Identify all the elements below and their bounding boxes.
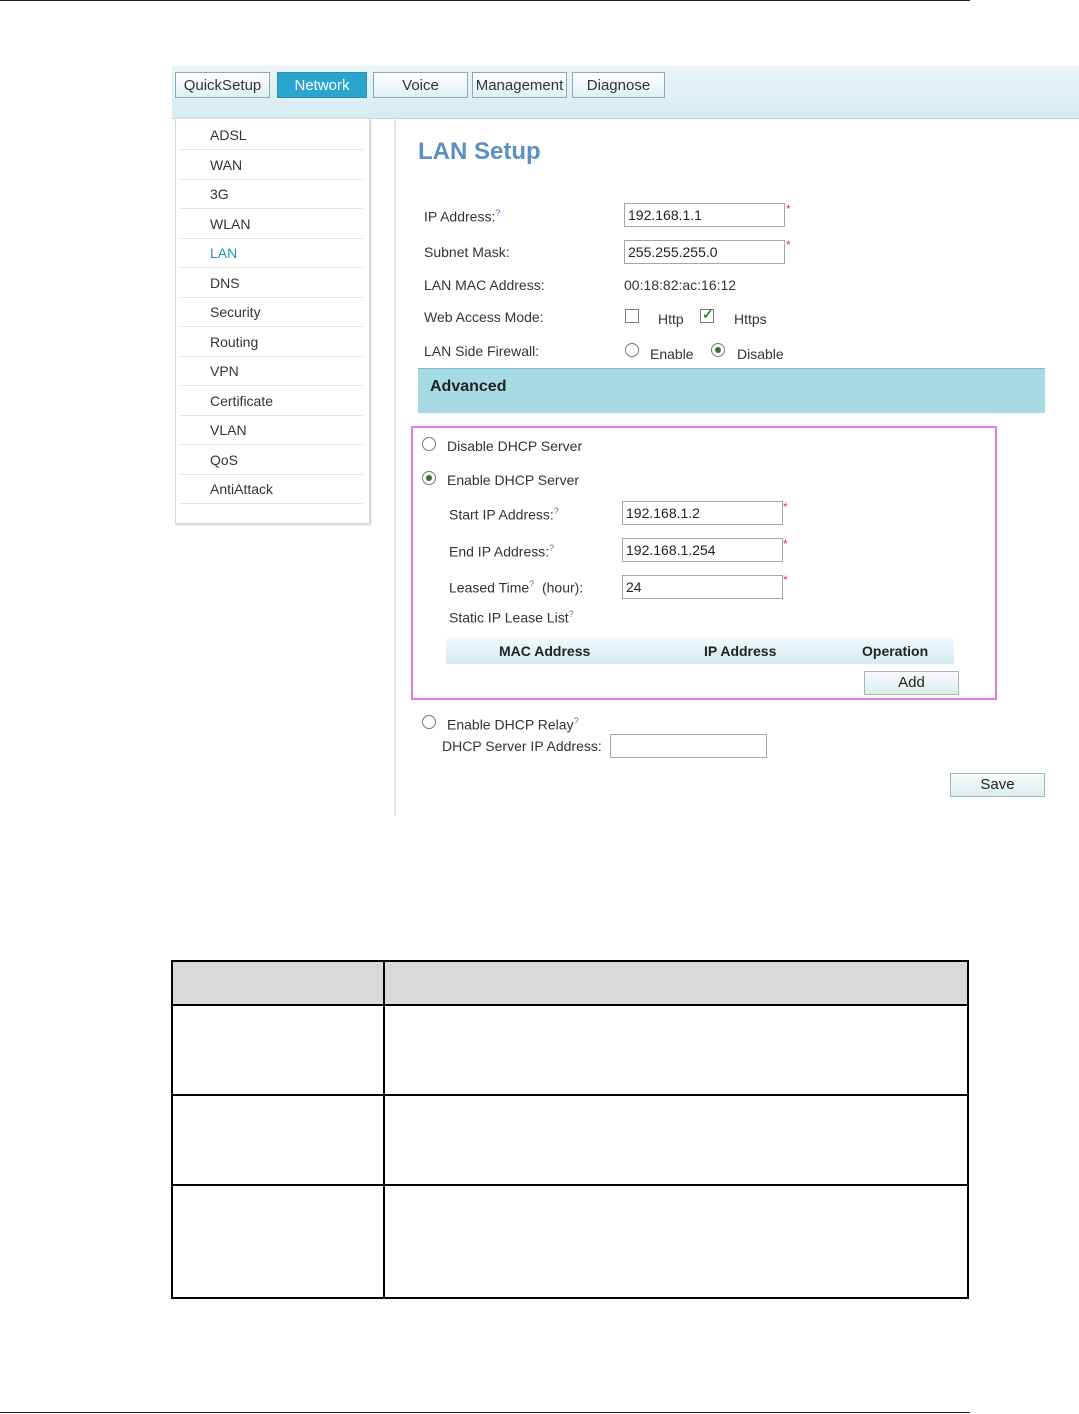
required-icon: * — [786, 202, 791, 216]
ip-address-input[interactable]: 192.168.1.1 — [624, 203, 785, 227]
dhcp-server-ip-label: DHCP Server IP Address: — [442, 738, 602, 754]
sidebar-item-routing[interactable]: Routing — [180, 328, 363, 357]
table-divider — [383, 962, 385, 1297]
page-bottom-rule — [0, 1412, 970, 1413]
start-ip-input[interactable]: 192.168.1.2 — [622, 501, 783, 525]
firewall-disable-label: Disable — [737, 346, 784, 362]
sidebar-item-certificate[interactable]: Certificate — [180, 387, 363, 416]
tab-management[interactable]: Management — [472, 72, 567, 98]
enable-dhcp-label: Enable DHCP Server — [447, 472, 580, 488]
disable-dhcp-label: Disable DHCP Server — [447, 438, 583, 454]
https-label: Https — [734, 311, 767, 327]
save-button[interactable]: Save — [950, 773, 1045, 797]
sidebar-item-3g[interactable]: 3G — [180, 180, 363, 209]
lan-setup-panel — [394, 118, 1079, 816]
disable-dhcp-radio[interactable] — [422, 437, 436, 451]
required-icon: * — [783, 500, 788, 514]
lan-mac-value: 00:18:82:ac:16:12 — [624, 277, 737, 293]
col-mac-address: MAC Address — [499, 643, 591, 659]
router-web-ui — [172, 66, 1079, 816]
sidebar-item-qos[interactable]: QoS — [180, 446, 363, 475]
add-button[interactable]: Add — [864, 671, 959, 695]
http-checkbox[interactable] — [625, 309, 639, 323]
enable-dhcp-radio[interactable] — [422, 471, 436, 485]
tab-diagnose[interactable]: Diagnose — [572, 72, 665, 98]
table-header — [173, 962, 967, 1006]
help-icon[interactable]: ? — [549, 543, 555, 553]
leased-time-input[interactable]: 24 — [622, 575, 783, 599]
tab-voice[interactable]: Voice — [373, 72, 468, 98]
page-top-rule — [0, 0, 970, 1]
tab-quicksetup[interactable]: QuickSetup — [175, 72, 270, 98]
dhcp-relay-label: Enable DHCP Relay? — [447, 716, 579, 733]
tab-network[interactable]: Network — [277, 72, 367, 98]
sidebar-item-lan[interactable]: LAN — [180, 239, 363, 268]
https-checkbox[interactable] — [700, 309, 714, 323]
required-icon: * — [783, 573, 788, 587]
dhcp-server-ip-input[interactable] — [610, 734, 767, 758]
lan-mac-label: LAN MAC Address: — [424, 277, 545, 293]
required-icon: * — [786, 238, 791, 252]
description-table — [171, 960, 969, 1299]
firewall-label: LAN Side Firewall: — [424, 343, 540, 359]
table-row-divider — [173, 1184, 967, 1186]
subnet-mask-label: Subnet Mask: — [424, 244, 510, 260]
static-lease-label: Static IP Lease List? — [449, 609, 574, 626]
help-icon[interactable]: ? — [529, 579, 535, 589]
enable-dhcp-relay-radio[interactable] — [422, 715, 436, 729]
end-ip-label: End IP Address:? — [449, 543, 555, 560]
firewall-enable-label: Enable — [650, 346, 694, 362]
sidebar-item-vlan[interactable]: VLAN — [180, 416, 363, 445]
help-icon[interactable]: ? — [568, 609, 574, 619]
sidebar-item-adsl[interactable]: ADSL — [180, 121, 363, 150]
sidebar-item-dns[interactable]: DNS — [180, 269, 363, 298]
required-icon: * — [783, 537, 788, 551]
page-title: LAN Setup — [418, 138, 541, 165]
http-label: Http — [658, 311, 684, 327]
sidebar-item-vpn[interactable]: VPN — [180, 357, 363, 386]
end-ip-input[interactable]: 192.168.1.254 — [622, 538, 783, 562]
firewall-disable-radio[interactable] — [711, 343, 725, 357]
sidebar-item-wlan[interactable]: WLAN — [180, 210, 363, 239]
help-icon[interactable]: ? — [553, 506, 559, 516]
col-operation: Operation — [862, 643, 929, 659]
advanced-header[interactable] — [418, 368, 1045, 413]
sidebar-item-wan[interactable]: WAN — [180, 151, 363, 180]
sidebar — [175, 118, 370, 524]
ip-address-label: IP Address:? — [424, 208, 501, 225]
web-access-label: Web Access Mode: — [424, 309, 544, 325]
help-icon[interactable]: ? — [573, 716, 579, 726]
sidebar-item-security[interactable]: Security — [180, 298, 363, 327]
leased-time-label: Leased Time? (hour): — [449, 579, 584, 596]
top-nav — [172, 66, 1079, 119]
static-lease-table-header — [446, 638, 954, 664]
start-ip-label: Start IP Address:? — [449, 506, 559, 523]
subnet-mask-input[interactable]: 255.255.255.0 — [624, 240, 785, 264]
help-icon[interactable]: ? — [495, 208, 501, 218]
sidebar-item-antiattack[interactable]: AntiAttack — [180, 475, 363, 504]
advanced-title: Advanced — [430, 378, 507, 395]
table-row-divider — [173, 1094, 967, 1096]
col-ip-address: IP Address — [704, 643, 777, 659]
firewall-enable-radio[interactable] — [625, 343, 639, 357]
